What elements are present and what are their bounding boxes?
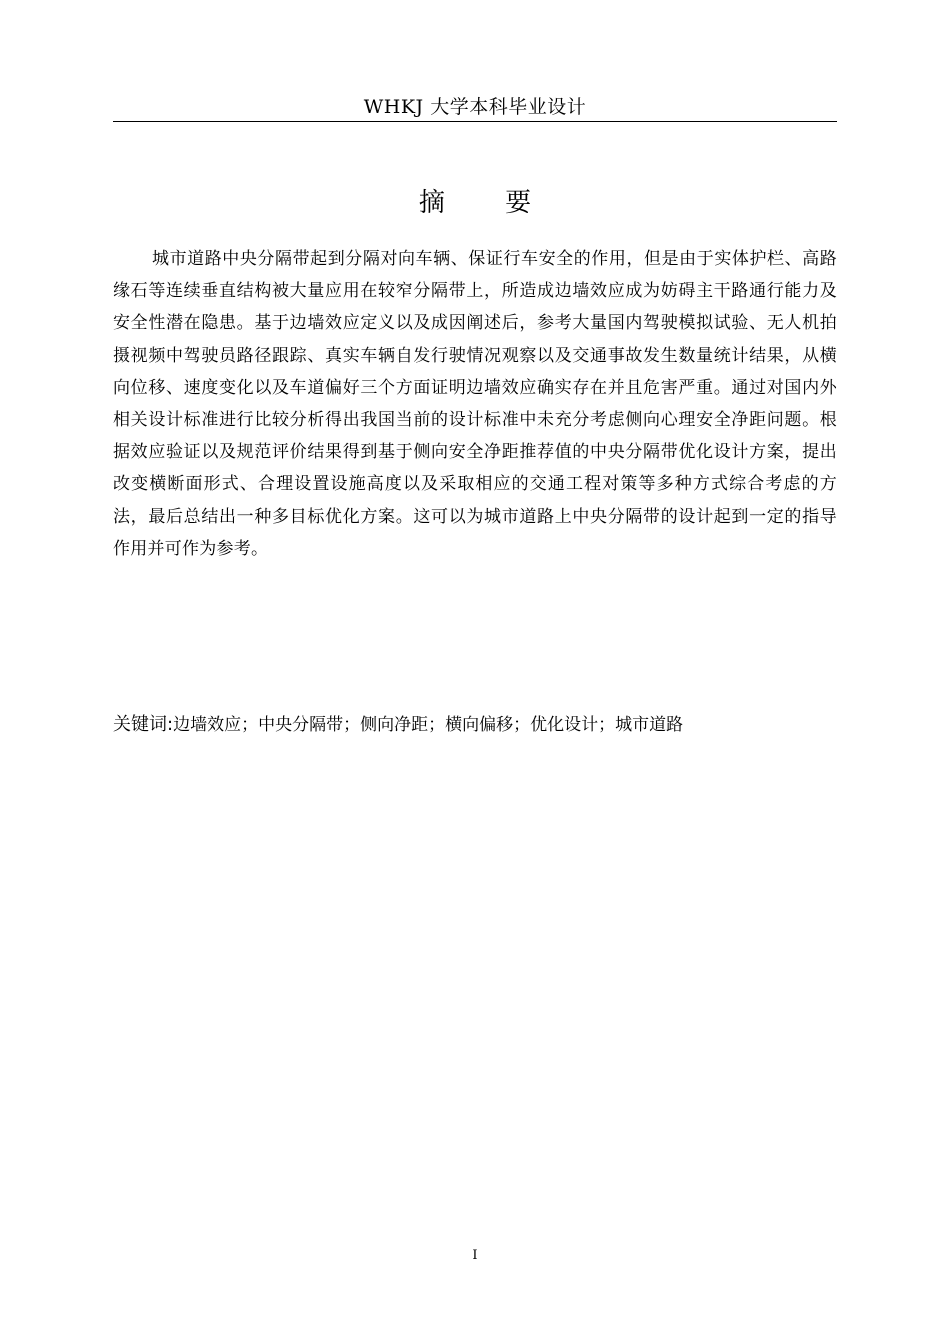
header-rule — [113, 121, 837, 122]
page-header — [113, 92, 837, 122]
page-number: I — [472, 1248, 478, 1263]
abstract-title: 摘 要 — [418, 188, 558, 219]
keywords-text: 边墙效应；中央分隔带；侧向净距；横向偏移；优化设计；城市道路 — [173, 715, 684, 735]
keywords-label: 关键词: — [113, 714, 174, 735]
abstract-body: 城市道路中央分隔带起到分隔对向车辆、保证行车安全的作用，但是由于实体护栏、高路缘石等连续垂直结构被大量应用在较窄分隔带上，所造成边墙效应成为妨碍主干路通行能力及安全性潜在隐患。基于边墙效应定义以及成因阐述后，参考大量国内驾驶模拟试验、无人机拍摄视频中驾驶员路径跟踪、真实车辆自发行驶情况观察以及交通事故发生数量统计结果，从横向位移、速度变化以及车道偏好三个方面证明边墙效应确实存在并且危害严重。通过对国内外相关设计标准进行比较分析得出我国当前的设计标准中未充分考虑侧向心理安全净距问题。根据效应验证以及规范评价结果得到基于侧向安全净距推荐值的中央分隔带优化设计方案，提出改变横断面形式、合理设置设施高度以及采取相应的交通工程对策等多种方式综合考虑的方法，最后总结出一种多目标优化方案。这可以为城市道路上中央分隔带的设计起到一定的指导作用并可作为参考。 — [113, 249, 837, 559]
header-text: WHKJ 大学本科毕业设计 — [363, 96, 587, 118]
keywords-line — [113, 709, 837, 741]
